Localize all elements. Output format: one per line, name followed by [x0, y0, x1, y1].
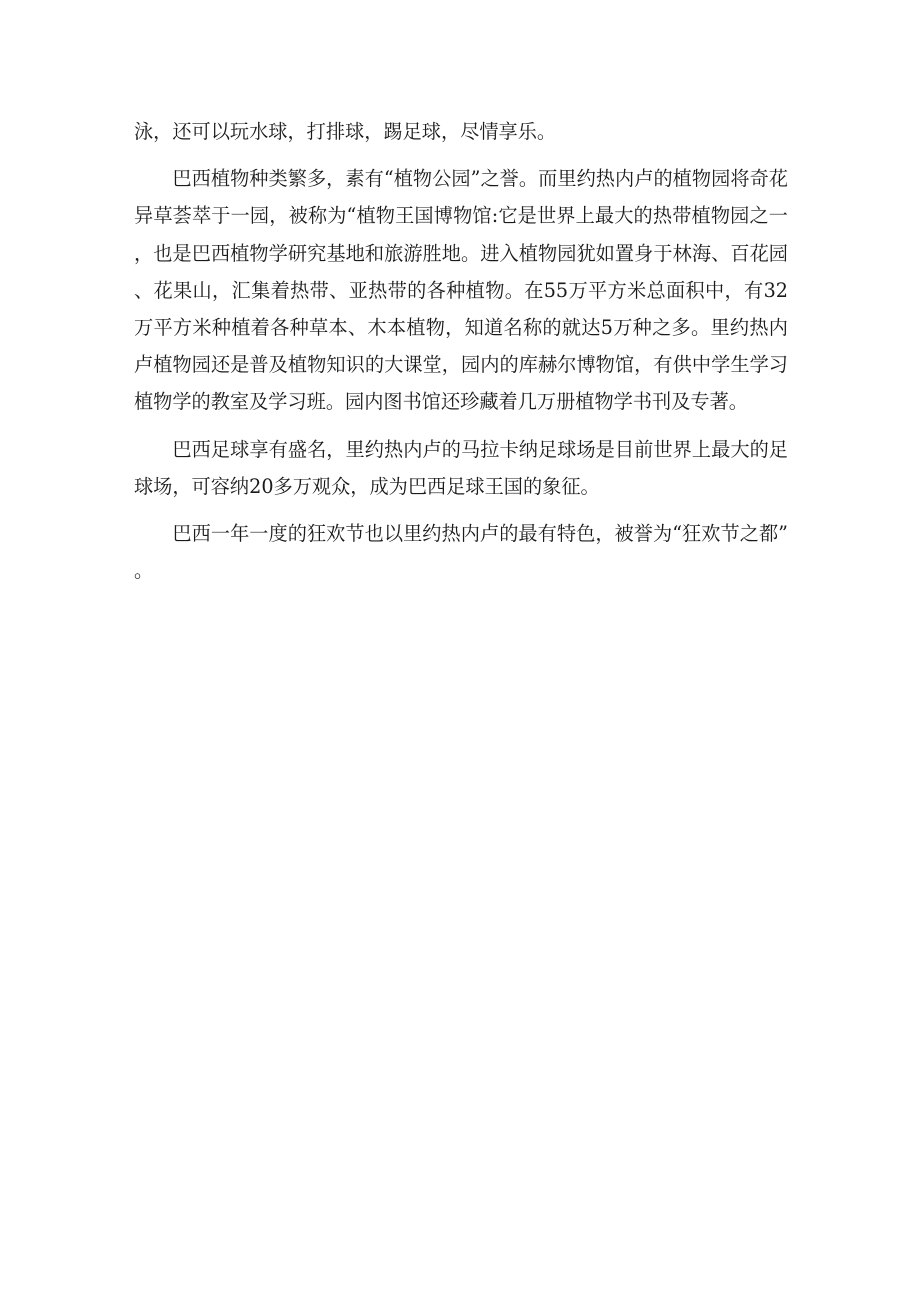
paragraph-carnival: 巴西一年一度的狂欢节也以里约热内卢的最有特色，被誉为“狂欢节之都”。: [134, 522, 788, 583]
paragraph-botanical-garden: 巴西植物种类繁多，素有“植物公园”之誉。而里约热内卢的植物园将奇花异草荟萃于一园，被称为“植物王国博物馆:它是世界上最大的热带植物园之一，也是巴西植物学研究基地和旅游胜地。进入植物园犹如置身于林海、百花园、花果山，汇集着热带、亚热带的各种植物。在55万平方米总面积中，有32万平方米种植着各种草本、木本植物，知道名称的就达5万种之多。里约热内卢植物园还是普及植物知识的大课堂，园内的库赫尔博物馆，有供中学生学习植物学的教室及学习班。园内图书馆还珍藏着几万册植物学书刊及专著。: [134, 167, 788, 414]
paragraph-football-stadium: 巴西足球享有盛名，里约热内卢的马拉卡纳足球场是目前世界上最大的足球场，可容纳20多万观众，成为巴西足球王国的象征。: [134, 437, 788, 498]
document-body: [134, 113, 788, 599]
paragraph-swimming-continuation: 泳，还可以玩水球，打排球，踢足球，尽情享乐。: [134, 120, 557, 143]
